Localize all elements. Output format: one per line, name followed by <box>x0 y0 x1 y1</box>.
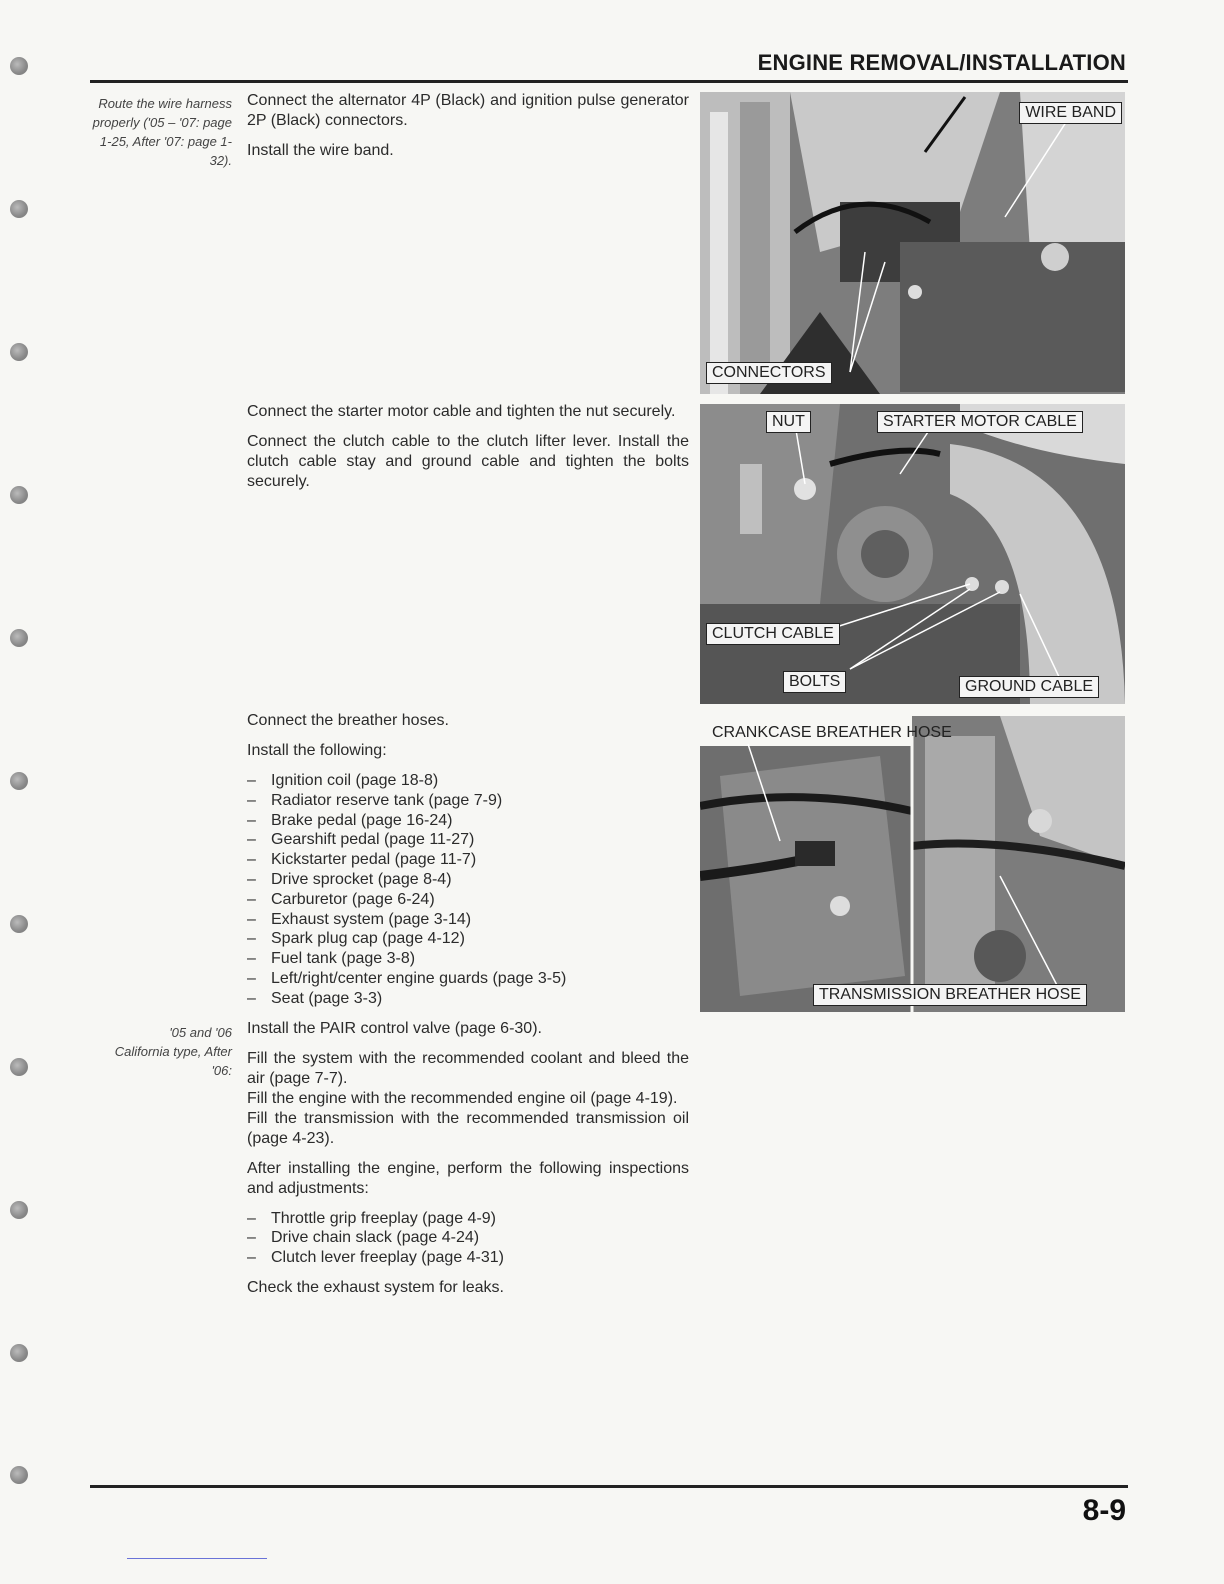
link-underline <box>127 1558 267 1559</box>
paragraph: Install the following: <box>247 742 387 759</box>
list-item: – Drive chain slack (page 4-24) <box>247 1228 689 1248</box>
label-transmission-breather-hose: TRANSMISSION BREATHER HOSE <box>813 984 1087 1006</box>
paragraph: After installing the engine, perform the following inspections and adjustments: <box>247 1159 689 1197</box>
paragraph: Install the wire band. <box>247 142 394 159</box>
footer-rule <box>90 1485 1128 1488</box>
page-title: ENGINE REMOVAL/INSTALLATION <box>757 50 1126 75</box>
text-block-breather-install <box>247 711 689 1308</box>
binder-hole <box>10 1201 28 1219</box>
paragraph: Fill the engine with the recommended engine oil (page 4-19). <box>247 1089 678 1107</box>
binder-hole <box>10 1058 28 1076</box>
paragraph: Connect the breather hoses. <box>247 712 449 729</box>
list-item: – Brake pedal (page 16-24) <box>247 811 689 831</box>
paragraph: Connect the clutch cable to the clutch lifter lever. Install the clutch cable stay and ground cable and tighten the bolts securely. <box>247 433 689 490</box>
label-ground-cable: GROUND CABLE <box>959 676 1099 698</box>
photo-starter-clutch <box>700 404 1125 704</box>
list-item: – Left/right/center engine guards (page 3-5) <box>247 969 689 989</box>
header-rule <box>90 80 1128 83</box>
label-nut: NUT <box>766 411 811 433</box>
page-number: 8-9 <box>1082 1494 1126 1527</box>
side-note-wire-harness: Route the wire harness properly ('05 – '07: page 1-25, After '07: page 1-32). <box>92 96 232 168</box>
paragraph: Install the PAIR control valve (page 6-30). <box>247 1019 542 1037</box>
paragraph: Connect the starter motor cable and tighten the nut securely. <box>247 403 676 420</box>
binder-hole <box>10 915 28 933</box>
list-item: – Spark plug cap (page 4-12) <box>247 929 689 949</box>
photo-image <box>700 92 1125 394</box>
list-item: – Seat (page 3-3) <box>247 989 689 1009</box>
list-item: – Drive sprocket (page 8-4) <box>247 870 689 890</box>
binder-hole <box>10 1344 28 1362</box>
paragraph: Fill the transmission with the recommended transmission oil (page 4-23). <box>247 1109 689 1147</box>
photo-image <box>700 716 1125 1012</box>
binder-hole <box>10 1466 28 1484</box>
binder-hole <box>10 57 28 75</box>
list-item: – Ignition coil (page 18-8) <box>247 771 689 791</box>
label-bolts: BOLTS <box>783 671 846 693</box>
list-item: – Fuel tank (page 3-8) <box>247 949 689 969</box>
paragraph: Connect the alternator 4P (Black) and ignition pulse generator 2P (Black) connectors. <box>247 92 689 129</box>
list-item: – Radiator reserve tank (page 7-9) <box>247 791 689 811</box>
photo-connectors <box>700 92 1125 394</box>
paragraph: Fill the system with the recommended coolant and bleed the air (page 7-7). <box>247 1049 689 1087</box>
label-clutch-cable: CLUTCH CABLE <box>706 623 840 645</box>
install-list <box>247 771 689 1009</box>
binder-hole <box>10 343 28 361</box>
photo-breather-hoses <box>700 716 1125 1012</box>
text-block-connectors <box>247 91 689 171</box>
binder-hole <box>10 486 28 504</box>
binder-hole <box>10 772 28 790</box>
binder-hole <box>10 200 28 218</box>
photo-image <box>700 404 1125 704</box>
list-item: – Exhaust system (page 3-14) <box>247 910 689 930</box>
label-starter-motor-cable: STARTER MOTOR CABLE <box>877 411 1083 433</box>
list-item: – Throttle grip freeplay (page 4-9) <box>247 1209 689 1229</box>
binder-hole <box>10 629 28 647</box>
inspection-list <box>247 1209 689 1268</box>
label-crankcase-breather-hose: CRANKCASE BREATHER HOSE <box>712 724 952 741</box>
text-block-starter-clutch <box>247 402 689 502</box>
label-connectors: CONNECTORS <box>706 362 832 384</box>
list-item: – Kickstarter pedal (page 11-7) <box>247 850 689 870</box>
label-wire-band: WIRE BAND <box>1019 102 1122 124</box>
list-item: – Gearshift pedal (page 11-27) <box>247 830 689 850</box>
list-item: – Carburetor (page 6-24) <box>247 890 689 910</box>
paragraph: Check the exhaust system for leaks. <box>247 1278 504 1296</box>
side-note-california: '05 and '06 California type, After '06: <box>114 1025 232 1078</box>
list-item: – Clutch lever freeplay (page 4-31) <box>247 1248 689 1268</box>
